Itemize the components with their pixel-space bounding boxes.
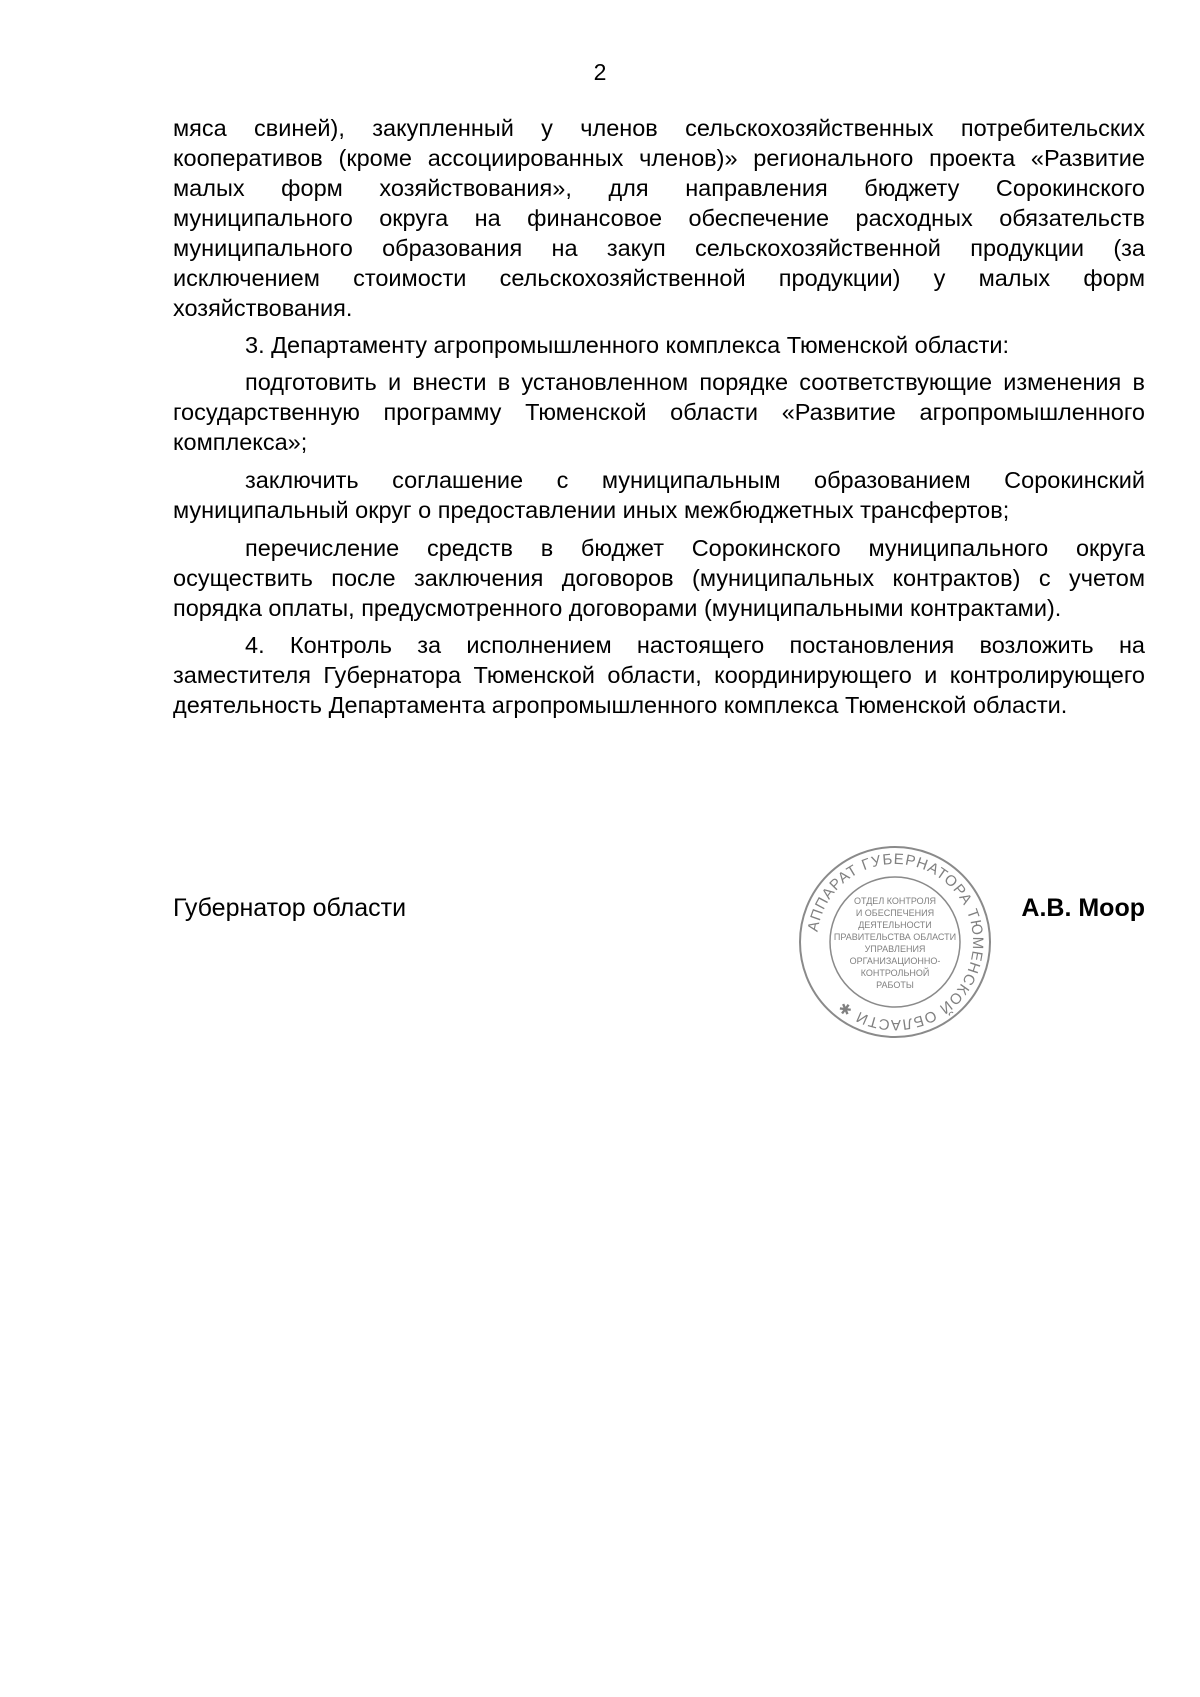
paragraph-subitem-transfer: перечисление средств в бюджет Сорокинского муниципального округа осуществить после заключения договоров (муниципальных контрактов) с учетом порядка оплаты, предусмотренного договорами (муниципальными контрактами). xyxy=(173,535,1145,621)
paragraph-subitem-agreement: заключить соглашение с муниципальным образованием Сорокинский муниципальный округ о предоставлении иных межбюджетных трансфертов; xyxy=(173,467,1145,523)
paragraph-subitem-program: подготовить и внести в установленном порядке соответствующие изменения в государственную программу Тюменской области «Развитие агропромышленного комплекса»; xyxy=(173,369,1145,455)
signature-block xyxy=(173,893,1145,933)
svg-text:ДЕЯТЕЛЬНОСТИ: ДЕЯТЕЛЬНОСТИ xyxy=(858,920,932,930)
paragraph-continuation: мяса свиней), закупленный у членов сельскохозяйственных потребительских кооперативов (кроме ассоциированных членов)» регионального проекта «Развитие малых форм хозяйствования», для направления бюджету Сорокинского муниципального округа на финансовое обеспечение расходных обязательств муниципального образования на закуп сельскохозяйственной продукции (за исключением стоимости сельскохозяйственной продукции) у малых форм хозяйствования. xyxy=(173,115,1145,321)
signatory-name: А.В. Моор xyxy=(1021,894,1145,922)
svg-text:УПРАВЛЕНИЯ: УПРАВЛЕНИЯ xyxy=(864,944,926,954)
page-number: 2 xyxy=(593,59,607,85)
signatory-title: Губернатор области xyxy=(173,894,407,922)
svg-text:КОНТРОЛЬНОЙ: КОНТРОЛЬНОЙ xyxy=(860,968,930,978)
svg-text:ПРАВИТЕЛЬСТВА ОБЛАСТИ: ПРАВИТЕЛЬСТВА ОБЛАСТИ xyxy=(833,932,957,942)
svg-text:И ОБЕСПЕЧЕНИЯ: И ОБЕСПЕЧЕНИЯ xyxy=(855,908,935,918)
paragraph-item-3: 3. Департаменту агропромышленного комплекса Тюменской области: xyxy=(245,332,1010,358)
svg-text:ОТДЕЛ КОНТРОЛЯ: ОТДЕЛ КОНТРОЛЯ xyxy=(854,896,936,906)
document-body xyxy=(173,113,1145,720)
svg-text:АППАРАТ ГУБЕРНАТОРА ТЮМЕНСКОЙ: АППАРАТ ГУБЕРНАТОРА ТЮМЕНСКОЙ ОБЛАСТИ ✱ xyxy=(804,850,987,1034)
stamp-outer-ring xyxy=(800,847,990,1037)
svg-text:ОРГАНИЗАЦИОННО-: ОРГАНИЗАЦИОННО- xyxy=(849,956,941,966)
paragraph-item-4: 4. Контроль за исполнением настоящего постановления возложить на заместителя Губернатора Тюменской области, координирующего и контролирующего деятельность Департамента агропромышленного комплекса Тюменской области. xyxy=(173,632,1145,718)
svg-text:РАБОТЫ: РАБОТЫ xyxy=(876,980,914,990)
official-stamp xyxy=(795,842,995,1042)
